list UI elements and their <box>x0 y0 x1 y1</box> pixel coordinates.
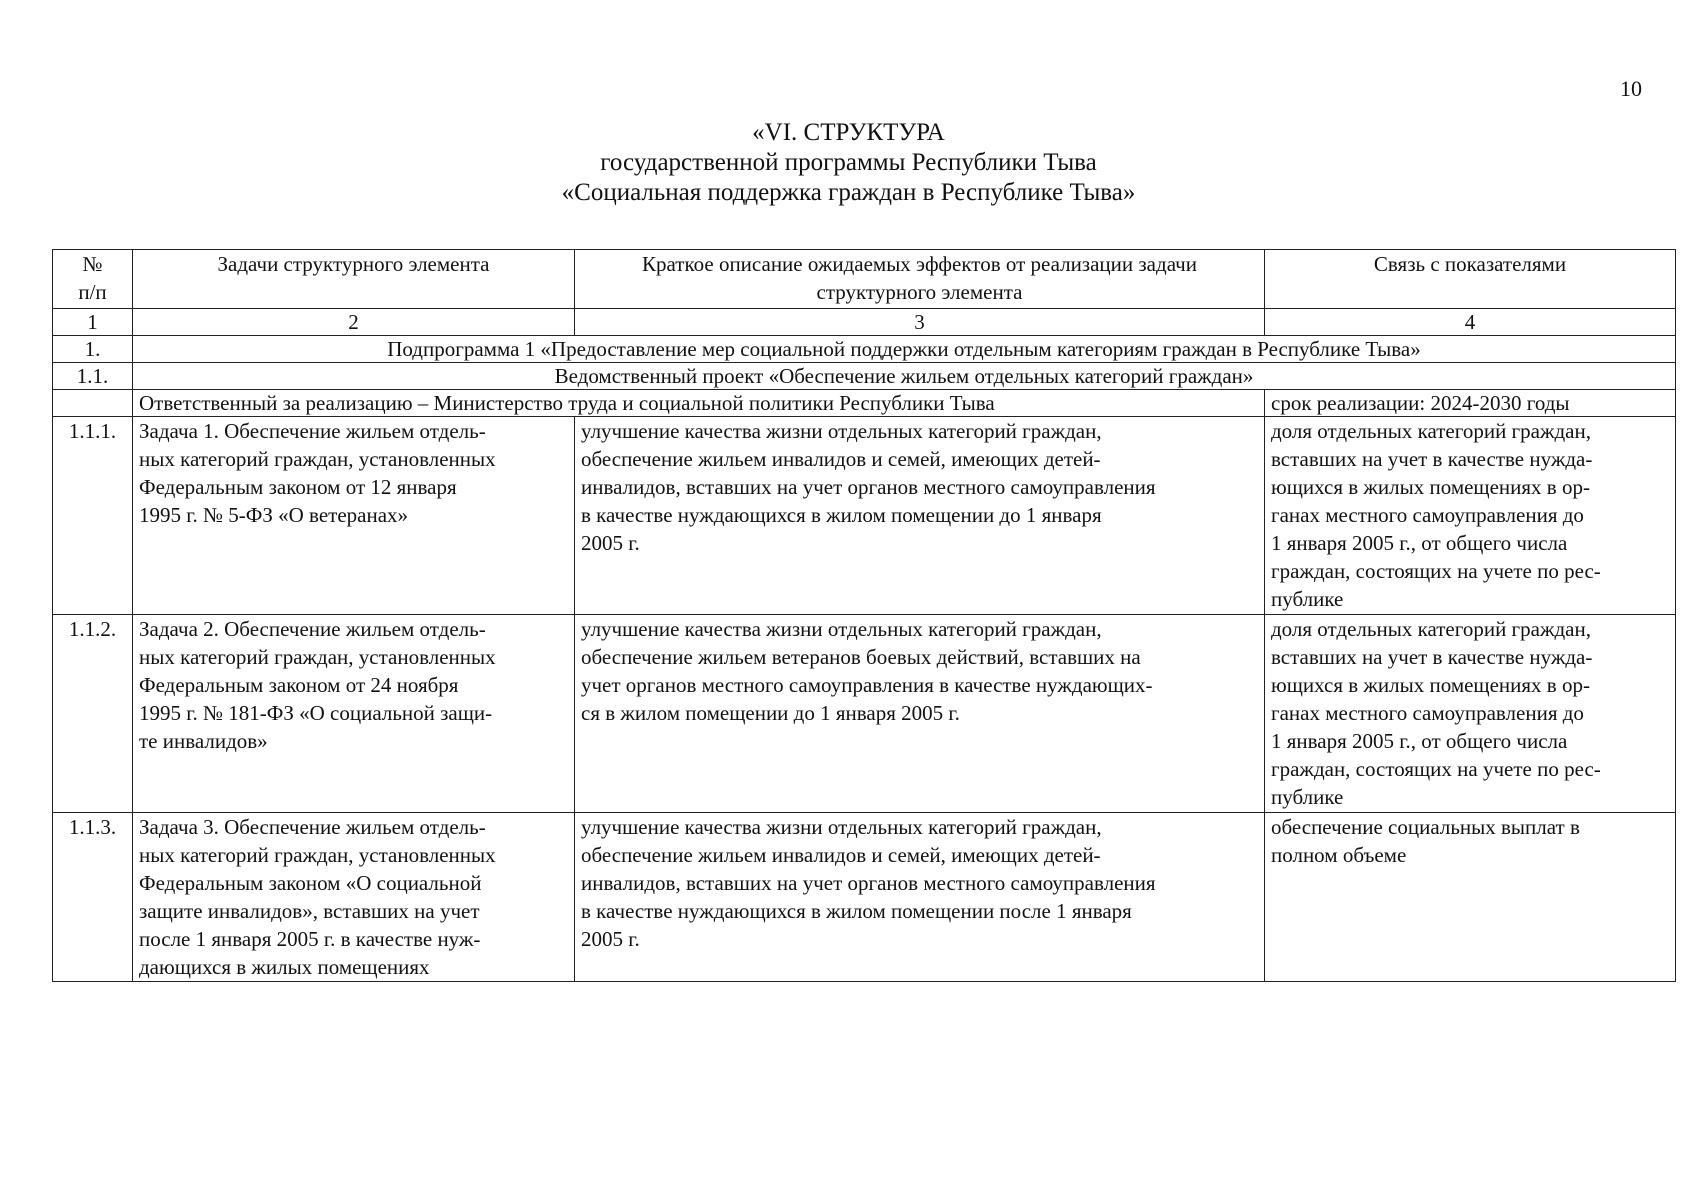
project-row <box>53 363 1676 390</box>
row-num: 1.1.3. <box>53 813 133 982</box>
header-effects: Краткое описание ожидаемых эффектов от реализации задачи структурного элемента <box>575 250 1265 309</box>
responsible-num-empty <box>53 390 133 417</box>
table-header-row <box>53 250 1676 309</box>
table-row <box>53 615 1676 813</box>
row-task: Задача 1. Обеспечение жильем отдель- ных категорий граждан, установленных Федеральным законом от 12 января 1995 г. № 5-ФЗ «О ветеранах» <box>133 417 575 615</box>
header-tasks: Задачи структурного элемента <box>133 250 575 309</box>
row-task: Задача 2. Обеспечение жильем отдель- ных категорий граждан, установленных Федеральным законом от 24 ноября 1995 г. № 181-ФЗ «О социальной защи- те инвалидов» <box>133 615 575 813</box>
row-indicator: обеспечение социальных выплат в полном объеме <box>1265 813 1676 982</box>
row-indicator: доля отдельных категорий граждан, вставших на учет в качестве нужда- ющихся в жилых помещениях в ор- ганах местного самоуправления до 1 января 2005 г., от общего числа граждан, состоящих на учете по рес- публике <box>1265 417 1676 615</box>
project-num: 1.1. <box>53 363 133 390</box>
row-num: 1.1.2. <box>53 615 133 813</box>
subprogram-row <box>53 336 1676 363</box>
row-effect: улучшение качества жизни отдельных категорий граждан, обеспечение жильем инвалидов и семей, имеющих детей- инвалидов, вставших на учет органов местного самоуправления в качестве нуждающихся в жилом помещении до 1 января 2005 г. <box>575 417 1265 615</box>
column-number: 4 <box>1265 309 1676 336</box>
column-number: 3 <box>575 309 1265 336</box>
document-title <box>0 118 1697 208</box>
column-number-row <box>53 309 1676 336</box>
header-indicators: Связь с показателями <box>1265 250 1676 309</box>
project-title: Ведомственный проект «Обеспечение жильем отдельных категорий граждан» <box>133 363 1676 390</box>
row-effect: улучшение качества жизни отдельных категорий граждан, обеспечение жильем ветеранов боевых действий, вставших на учет органов местного самоуправления в качестве нуждающих- ся в жилом помещении до 1 января 2005 г. <box>575 615 1265 813</box>
title-line-1: «VI. СТРУКТУРА <box>752 119 945 146</box>
subprogram-title: Подпрограмма 1 «Предоставление мер социальной поддержки отдельным категориям граждан в Республике Тыва» <box>133 336 1676 363</box>
table-row <box>53 813 1676 982</box>
table-row <box>53 417 1676 615</box>
column-number: 1 <box>53 309 133 336</box>
page-number: 10 <box>1620 76 1642 101</box>
title-line-2: государственной программы Республики Тыва <box>600 149 1097 176</box>
row-num: 1.1.1. <box>53 417 133 615</box>
responsible-row <box>53 390 1676 417</box>
row-task: Задача 3. Обеспечение жильем отдель- ных категорий граждан, установленных Федеральным законом «О социальной защите инвалидов», вставших на учет после 1 января 2005 г. в качестве нуж- дающихся в жилых помещениях <box>133 813 575 982</box>
structure-table <box>52 249 1676 982</box>
column-number: 2 <box>133 309 575 336</box>
header-num: № п/п <box>53 250 133 309</box>
subprogram-num: 1. <box>53 336 133 363</box>
implementation-period: срок реализации: 2024-2030 годы <box>1265 390 1676 417</box>
title-line-3: «Социальная поддержка граждан в Республике Тыва» <box>561 179 1136 206</box>
row-effect: улучшение качества жизни отдельных категорий граждан, обеспечение жильем инвалидов и семей, имеющих детей- инвалидов, вставших на учет органов местного самоуправления в качестве нуждающихся в жилом помещении после 1 января 2005 г. <box>575 813 1265 982</box>
responsible-text: Ответственный за реализацию – Министерство труда и социальной политики Республики Тыва <box>133 390 1265 417</box>
row-indicator: доля отдельных категорий граждан, вставших на учет в качестве нужда- ющихся в жилых помещениях в ор- ганах местного самоуправления до 1 января 2005 г., от общего числа граждан, состоящих на учете по рес- публике <box>1265 615 1676 813</box>
